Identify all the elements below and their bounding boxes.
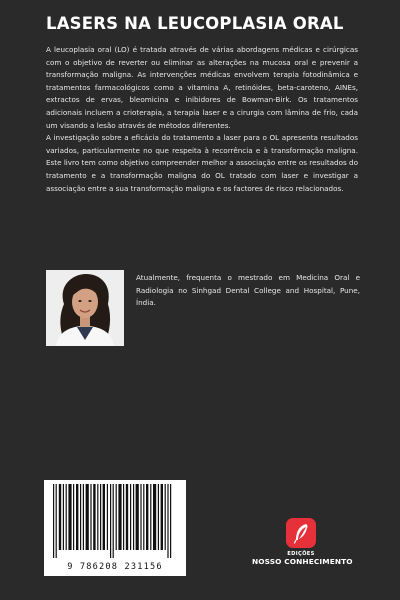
isbn-barcode	[44, 480, 186, 576]
feather-icon	[286, 518, 316, 548]
publisher-name-top: EDIÇÕES	[287, 551, 315, 557]
barcode-bars	[49, 484, 181, 558]
book-title: LASERS NA LEUCOPLASIA ORAL	[46, 14, 344, 33]
blurb-paragraph-2: A investigação sobre a eficácia do tratamento a laser para o OL apresenta resultados variados, particularmente no que respeita à recorrência e à transformação maligna. Este livro tem como objetivo compreender melhor a associação entre os resultados do tratamento e a transformação maligna do OL tratado com laser e investigar a associação entre a sua transformação maligna e os factores de risco relacionados.	[46, 133, 358, 193]
publisher-logo-block	[252, 518, 353, 566]
back-cover-blurb	[46, 44, 358, 195]
publisher-logo	[286, 518, 316, 548]
blurb-paragraph-1: A leucoplasia oral (LO) é tratada através de várias abordagens médicas e cirúrgicas com o objetivo de reverter ou eliminar as alterações na mucosa oral e prevenir a transformação maligna. As intervenções médicas envolvem terapia fotodinâmica e tratamentos farmacológicos como a vitamina A, retinóides, beta-caroteno, AINEs, extractos de ervas, bleomicina e inibidores de Bowman-Birk. Os tratamentos adicionais incluem a crioterapia, a terapia laser e a cirurgia com lâmina de frio, cada um visando a lesão através de métodos diferentes.	[46, 45, 358, 130]
author-portrait-image	[46, 270, 124, 346]
publisher-name: NOSSO CONHECIMENTO	[252, 557, 353, 566]
author-bio: Atualmente, frequenta o mestrado em Medicina Oral e Radiologia no Sinhgad Dental College and Hospital, Pune, Índia.	[136, 273, 360, 308]
isbn-digits: 9 786208 231156	[67, 562, 163, 572]
author-photo	[46, 270, 124, 346]
